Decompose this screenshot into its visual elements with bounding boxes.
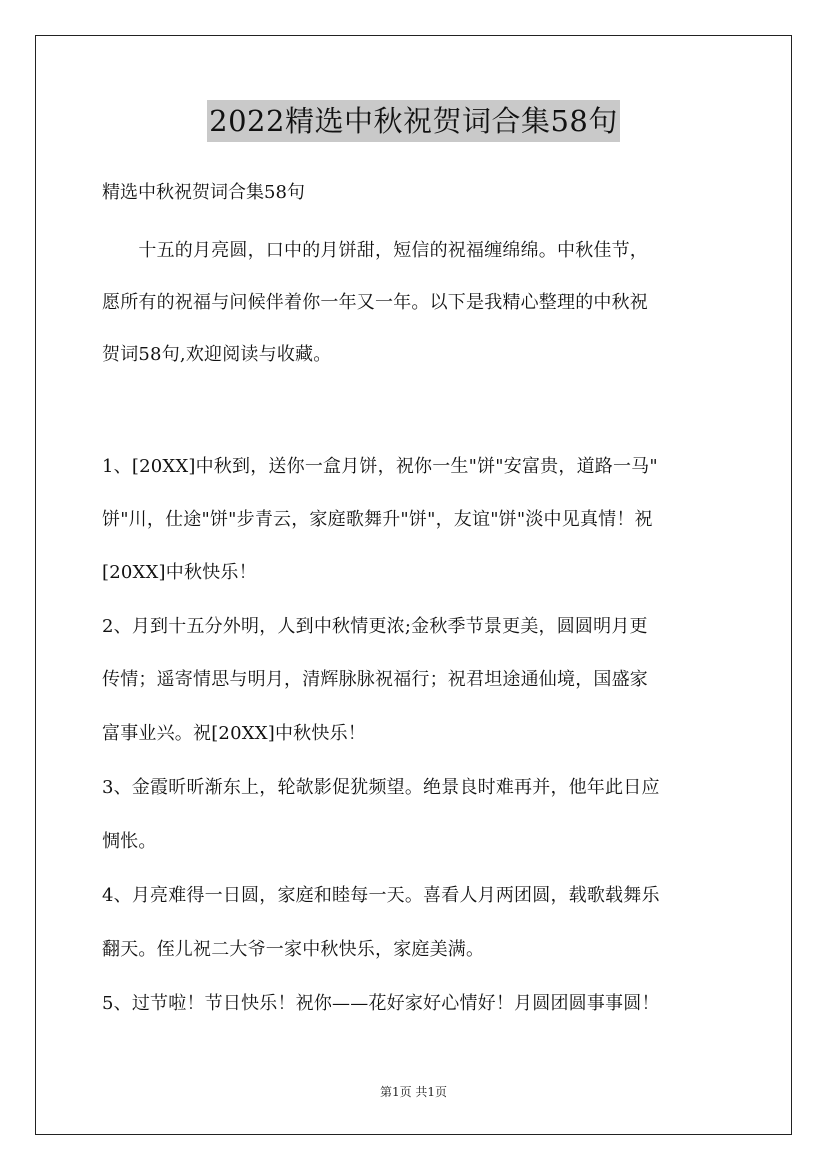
body-line: 传情；遥寄情思与明月，清辉脉脉祝福行；祝君坦途通仙境，国盛家 [102, 669, 648, 690]
body-line: 3、金霞昕昕渐东上，轮欹影促犹频望。绝景良时难再并，他年此日应 [102, 777, 660, 798]
document-subtitle: 精选中秋祝贺词合集58句 [102, 182, 305, 203]
body-line: 贺词58句,欢迎阅读与收藏。 [102, 344, 332, 365]
body-line: 4、月亮难得一日圆，家庭和睦每一天。喜看人月两团圆，载歌载舞乐 [102, 885, 660, 906]
body-line: 翻天。侄儿祝二大爷一家中秋快乐，家庭美满。 [102, 939, 485, 960]
body-line: 5、过节啦！节日快乐！祝你——花好家好心情好！月圆团圆事事圆！ [102, 993, 660, 1014]
body-line: 惆怅。 [102, 831, 157, 852]
body-line: 1、[20XX]中秋到，送你一盒月饼，祝你一生"饼"安富贵，道路一马" [102, 456, 658, 477]
body-line: 2、月到十五分外明，人到中秋情更浓;金秋季节景更美，圆圆明月更 [102, 616, 648, 637]
body-line: 十五的月亮圆，口中的月饼甜，短信的祝福缠绵绵。中秋佳节， [102, 240, 648, 261]
body-line: 愿所有的祝福与问候伴着你一年又一年。以下是我精心整理的中秋祝 [102, 292, 648, 313]
body-line: [20XX]中秋快乐！ [102, 562, 257, 583]
body-line: 饼"川，仕途"饼"步青云，家庭歌舞升"饼"，友谊"饼"淡中见真情！祝 [102, 509, 653, 530]
body-line: 富事业兴。祝[20XX]中秋快乐！ [102, 723, 366, 744]
title-container [0, 100, 827, 142]
document-title: 2022精选中秋祝贺词合集58句 [207, 100, 620, 142]
page-footer: 第1页 共1页 [379, 1085, 448, 1099]
